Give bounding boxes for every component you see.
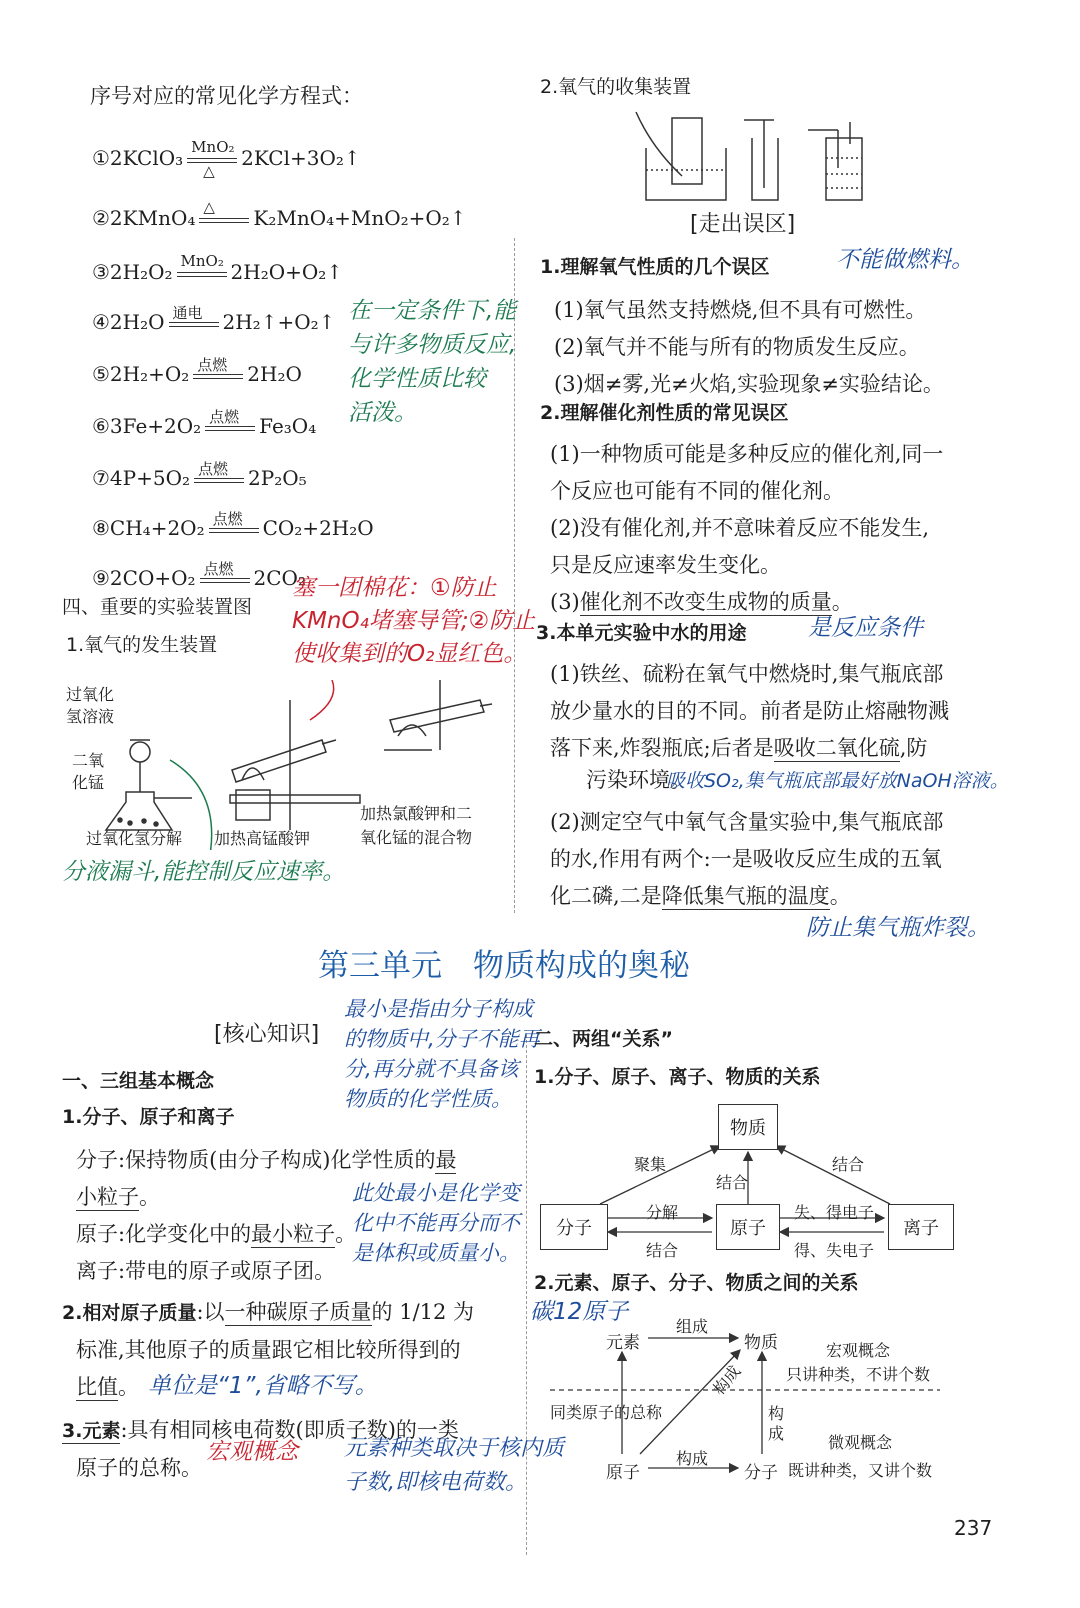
oxygen-collection-title: 2.氧气的收集装置 (540, 76, 692, 98)
equation-reactants: ⑨2CO+O₂ (92, 566, 196, 590)
gas-bottle-drawing (808, 122, 862, 200)
blue-note-smallest: 最小是指由分子构成 的物质中,分子不能再 分,再分就不具备该 物质的化学性质。 (344, 997, 540, 1111)
equation-condition-top: 通电 (172, 304, 203, 322)
misconception-2-items: (1)一种物质可能是多种反应的催化剂,同一 个反应也可能有不同的催化剂。 (2)没有催化剂,并不意味着反应不能发生, 只是反应速率发生变化。 (3)催化剂不改变生成物的质量。 (550, 442, 944, 614)
core-knowledge-title: [核心知识] (214, 1022, 320, 1047)
equation-reactants: ⑥3Fe+2O₂ (92, 414, 202, 438)
page-number: 237 (954, 1516, 993, 1540)
molecule-definition: 分子:保持物质(由分子构成)化学性质的最 小粒子。 原子:化学变化中的最小粒子。 离子:带电的原子或原子团。 (76, 1148, 457, 1283)
label-decompose: 分解 (646, 1203, 679, 1222)
equation-reactants: ③2H₂O₂ (92, 260, 173, 284)
relation-1-title: 1.分子、原子、离子、物质的关系 (534, 1066, 821, 1088)
equation-condition-top: MnO₂ (180, 252, 224, 270)
equation-reactants: ⑧CH₄+2O₂ (92, 516, 205, 540)
relation-2-title: 2.元素、原子、分子、物质之间的关系 (534, 1272, 859, 1294)
node-matter-2: 物质 (744, 1333, 778, 1353)
misconception-3-part1: (1)铁丝、硫粉在氧气中燃烧时,集气瓶底部 放少量水的目的不同。前者是防止熔融物溅 落下来,炸裂瓶底;后者是吸收二氧化硫,防 (550, 662, 949, 760)
label-construct-diag: 构成 (709, 1361, 745, 1399)
note-macro-concept: 宏观概念 (206, 1439, 298, 1465)
equation-condition-top: △ (203, 198, 215, 216)
label-macro-desc: 只讲种类，不讲个数 (786, 1365, 931, 1384)
arrow-to-red-note (310, 680, 334, 720)
label-compose: 组成 (676, 1317, 709, 1336)
equations-intro: 序号对应的常见化学方程式： (90, 84, 363, 108)
label-macro: 宏观概念 (826, 1341, 891, 1360)
equation-condition-top: MnO₂ (191, 138, 235, 156)
equation-condition-top: 点燃 (212, 510, 243, 528)
green-note-reactivity: 在一定条件下,能 与许多物质反应, 化学性质比较 活泼。 (348, 298, 517, 426)
note-reaction-condition: 是反应条件 (808, 615, 923, 641)
node-ion: 离子 (888, 1204, 954, 1250)
misconception-zone-title: [走出误区] (690, 212, 796, 237)
equation-reactants: ④2H₂O (92, 310, 165, 334)
equation-products: 2KCl+3O₂↑ (241, 146, 361, 170)
section-four-title: 四、重要的实验装置图 (62, 596, 253, 618)
label-combine-right: 结合 (832, 1155, 865, 1174)
element-relation-diagram (550, 1308, 950, 1488)
kmno4-heating-apparatus-drawing (230, 700, 360, 830)
caption-heat-kmno4: 加热高锰酸钾 (214, 829, 311, 848)
label-construct-vertical: 构成 (768, 1404, 785, 1443)
node-molecule-2: 分子 (744, 1463, 778, 1483)
label-micro: 微观概念 (828, 1433, 893, 1452)
label-gather: 聚集 (634, 1155, 667, 1174)
label-micro-desc: 既讲种类，又讲个数 (788, 1461, 933, 1480)
equation-products: K₂MnO₄+MnO₂+O₂↑ (253, 206, 467, 230)
note-prevent-cracking: 防止集气瓶炸裂。 (806, 915, 990, 941)
node-atom: 原子 (716, 1204, 780, 1250)
kclo3-heating-apparatus-drawing (384, 680, 492, 750)
green-note-funnel: 分液漏斗,能控制反应速率。 (62, 859, 346, 885)
label-mno2: 二氧 化锰 (72, 751, 105, 792)
label-combine-bottom: 结合 (646, 1241, 679, 1260)
note-unit-one: 单位是“1”,省略不写。 (148, 1373, 378, 1399)
equation-products: Fe₃O₄ (259, 414, 317, 438)
blue-note-element-type: 元素种类取决于核内质 子数,即核电荷数。 (344, 1436, 565, 1495)
misconception-3-part2: (2)测定空气中氧气含量实验中,集气瓶底部 的水,作用有两个:一是吸收反应生成的五氧 化二磷,二是降低集气瓶的温度。 (550, 810, 944, 908)
upward-air-drawing (744, 120, 778, 200)
misconception-2-title: 2.理解催化剂性质的常见误区 (540, 402, 789, 424)
node-element: 元素 (606, 1333, 640, 1353)
note-carbon-12: 碳12原子 (530, 1299, 629, 1325)
two-relations-title: 二、两组“关系” (534, 1028, 673, 1050)
equation-condition-top: 点燃 (209, 408, 240, 426)
particle-relation-diagram (540, 1100, 960, 1260)
label-combine-vertical: 结合 (716, 1173, 749, 1192)
equation-reactants: ⑤2H₂+O₂ (92, 362, 190, 386)
equation-equals-sign (177, 272, 227, 277)
note-not-fuel: 不能做燃料。 (836, 247, 974, 273)
equation-reactants: ⑦4P+5O₂ (92, 466, 191, 490)
equation-reactants: ②2KMnO₄ (92, 206, 196, 230)
blue-note-chemical-change: 此处最小是化学变 化中不能再分而不 是体积或质量小。 (352, 1181, 520, 1265)
unit-3-title: 第三单元 物质构成的奥秘 (318, 948, 690, 984)
misconception-3-line4: 污染环境。 (586, 768, 691, 792)
misconception-3-title: 3.本单元实验中水的用途 (536, 622, 747, 644)
separatory-funnel-flask-drawing (106, 740, 192, 830)
equation-products: 2H₂↑+O₂↑ (222, 310, 336, 334)
caption-heat-kclo3: 加热氯酸钾和二 氧化锰的混合物 (360, 804, 473, 847)
equation-products: 2CO₂ (253, 566, 306, 590)
node-atom-2: 原子 (606, 1463, 640, 1483)
equation-condition-top: 点燃 (198, 460, 229, 478)
node-molecule: 分子 (540, 1204, 608, 1250)
equation-condition-top: 点燃 (203, 560, 234, 578)
three-concepts-title: 一、三组基本概念 (62, 1070, 215, 1092)
element-definition: 3.元素:具有相同核电荷数(即质子数)的一类 原子的总称。 (62, 1418, 459, 1480)
equation-condition-bottom: △ (203, 162, 215, 180)
equation-products: 2P₂O₅ (248, 466, 307, 490)
misconception-1-items: (1)氧气虽然支持燃烧,但不具有可燃性。 (2)氧气并不能与所有的物质发生反应。 (3)烟≠雾,光≠火焰,实验现象≠实验结论。 (554, 298, 944, 396)
molecule-atom-ion-title: 1.分子、原子和离子 (62, 1106, 235, 1128)
equation-products: CO₂+2H₂O (262, 516, 374, 540)
misconception-1-title: 1.理解氧气性质的几个误区 (540, 256, 770, 278)
water-displacement-drawing (636, 112, 726, 200)
node-matter: 物质 (718, 1104, 778, 1150)
relative-atomic-mass: 2.相对原子质量:以一种碳原子质量的 1/12 为 标准,其他原子的质量跟它相比较所得到的 比值。 (62, 1300, 475, 1399)
label-same-atoms: 同类原子的总称 (550, 1403, 663, 1422)
equation-products: 2H₂O+O₂↑ (230, 260, 344, 284)
oxygen-generator-title: 1.氧气的发生装置 (66, 634, 218, 656)
label-h2o2-solution: 过氧化 氢溶液 (66, 685, 115, 726)
red-note-cotton: 塞一团棉花：①防止 KMnO₄堵塞导管;②防止 使收集到的O₂显红色。 (292, 575, 536, 667)
equation-products: 2H₂O (247, 362, 302, 386)
note-absorb-so2: 吸收SO₂,集气瓶底部最好放NaOH溶液。 (666, 770, 1009, 792)
label-gain-lose-electron: 得、失电子 (794, 1241, 875, 1260)
label-lose-gain-electron: 失、得电子 (794, 1203, 875, 1222)
equation-reactants: ①2KClO₃ (92, 146, 184, 170)
equation-equals-sign (199, 218, 249, 223)
label-construct-bottom: 构成 (676, 1449, 709, 1468)
oxygen-collection-apparatus (626, 108, 876, 208)
equation-condition-top: 点燃 (197, 356, 228, 374)
caption-h2o2-decompose: 过氧化氢分解 (86, 829, 183, 848)
